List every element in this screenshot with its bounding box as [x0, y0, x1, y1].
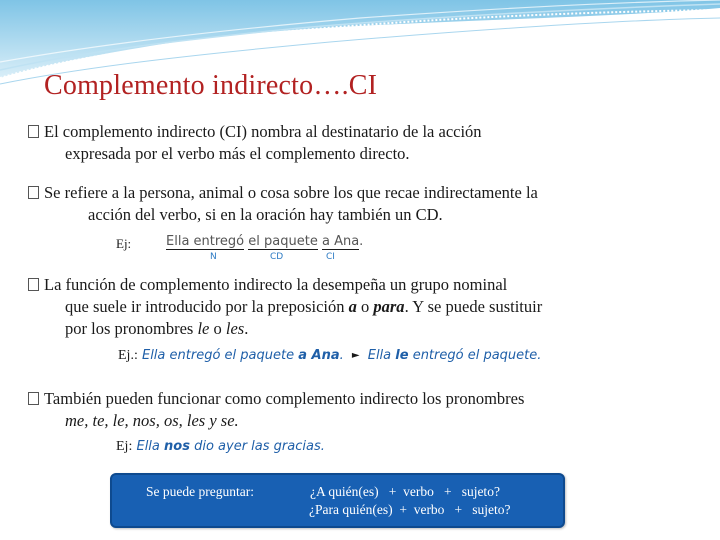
tag-cd: CD	[270, 252, 284, 262]
bullet-text: expresada por el verbo más el complemento directo.	[65, 144, 410, 163]
bullet-text-line	[28, 318, 542, 340]
example-indirect-object: a Ana	[321, 234, 360, 249]
example-sentence-3	[116, 439, 325, 455]
annotated-example-sentence	[160, 232, 364, 266]
bullet-text: acción del verbo, si en la oración hay también un CD.	[88, 205, 443, 224]
pronoun-le: le	[197, 319, 210, 338]
square-box-icon	[28, 125, 39, 138]
example-period: .	[359, 234, 364, 249]
bullet-paragraph	[28, 121, 482, 165]
example-sentence-2	[118, 348, 541, 364]
bullet-paragraph	[28, 182, 538, 226]
example-label: Ej:	[116, 439, 133, 454]
question-line: ¿Para quién(es) + verbo + sujeto?	[309, 502, 511, 517]
page-title: Complemento indirecto….CI	[44, 70, 378, 101]
example-text: Ella	[136, 439, 165, 454]
pronoun-les: les	[225, 319, 245, 338]
bullet-text: Se refiere a la persona, animal o cosa sobre los que recae indirectamente la	[44, 183, 538, 202]
bullet-text: También pueden funcionar como complemento indirecto los pronombres	[44, 389, 525, 408]
example-label: Ej.:	[118, 348, 138, 363]
bullet-paragraph	[28, 274, 542, 340]
question-line: ¿A quién(es) + verbo + sujeto?	[310, 484, 500, 499]
tag-ci: CI	[326, 252, 335, 262]
text-segment: .	[244, 319, 249, 338]
example-subject-verb: Ella entregó	[166, 234, 245, 249]
question-label: Se puede preguntar:	[146, 484, 254, 499]
square-box-icon	[28, 186, 39, 199]
bullet-paragraph	[28, 388, 524, 432]
preposition-a: a	[348, 297, 357, 316]
example-text: entregó el paquete.	[408, 348, 542, 363]
example-text: Ella entregó el paquete	[141, 348, 299, 363]
arrow-right-icon: ►	[351, 350, 360, 361]
bullet-text-line	[28, 296, 542, 318]
example-text: Ella	[367, 348, 396, 363]
example-direct-object: el paquete	[248, 234, 318, 249]
example-highlight: a Ana	[298, 348, 340, 363]
bullet-text: La función de complemento indirecto la desempeña un grupo nominal	[44, 275, 508, 294]
example-text: .	[339, 348, 344, 363]
example-text: dio ayer las gracias.	[189, 439, 325, 454]
text-segment: . Y se puede sustituir	[404, 297, 543, 316]
text-segment: que suele ir introducido por la preposición	[65, 297, 349, 316]
bullet-text: me, te, le, nos, os, les y se.	[65, 411, 239, 430]
square-box-icon	[28, 278, 39, 291]
bullet-text: El complemento indirecto (CI) nombra al destinatario de la acción	[44, 122, 482, 141]
square-box-icon	[28, 392, 39, 405]
example-label: Ej:	[116, 236, 132, 251]
text-segment: por los pronombres	[65, 319, 198, 338]
example-highlight: nos	[164, 439, 190, 454]
text-segment: o	[209, 319, 226, 338]
text-segment: o	[356, 297, 374, 316]
example-highlight: le	[395, 348, 409, 363]
tag-n: N	[210, 252, 217, 262]
preposition-para: para	[373, 297, 405, 316]
question-box	[110, 473, 565, 528]
